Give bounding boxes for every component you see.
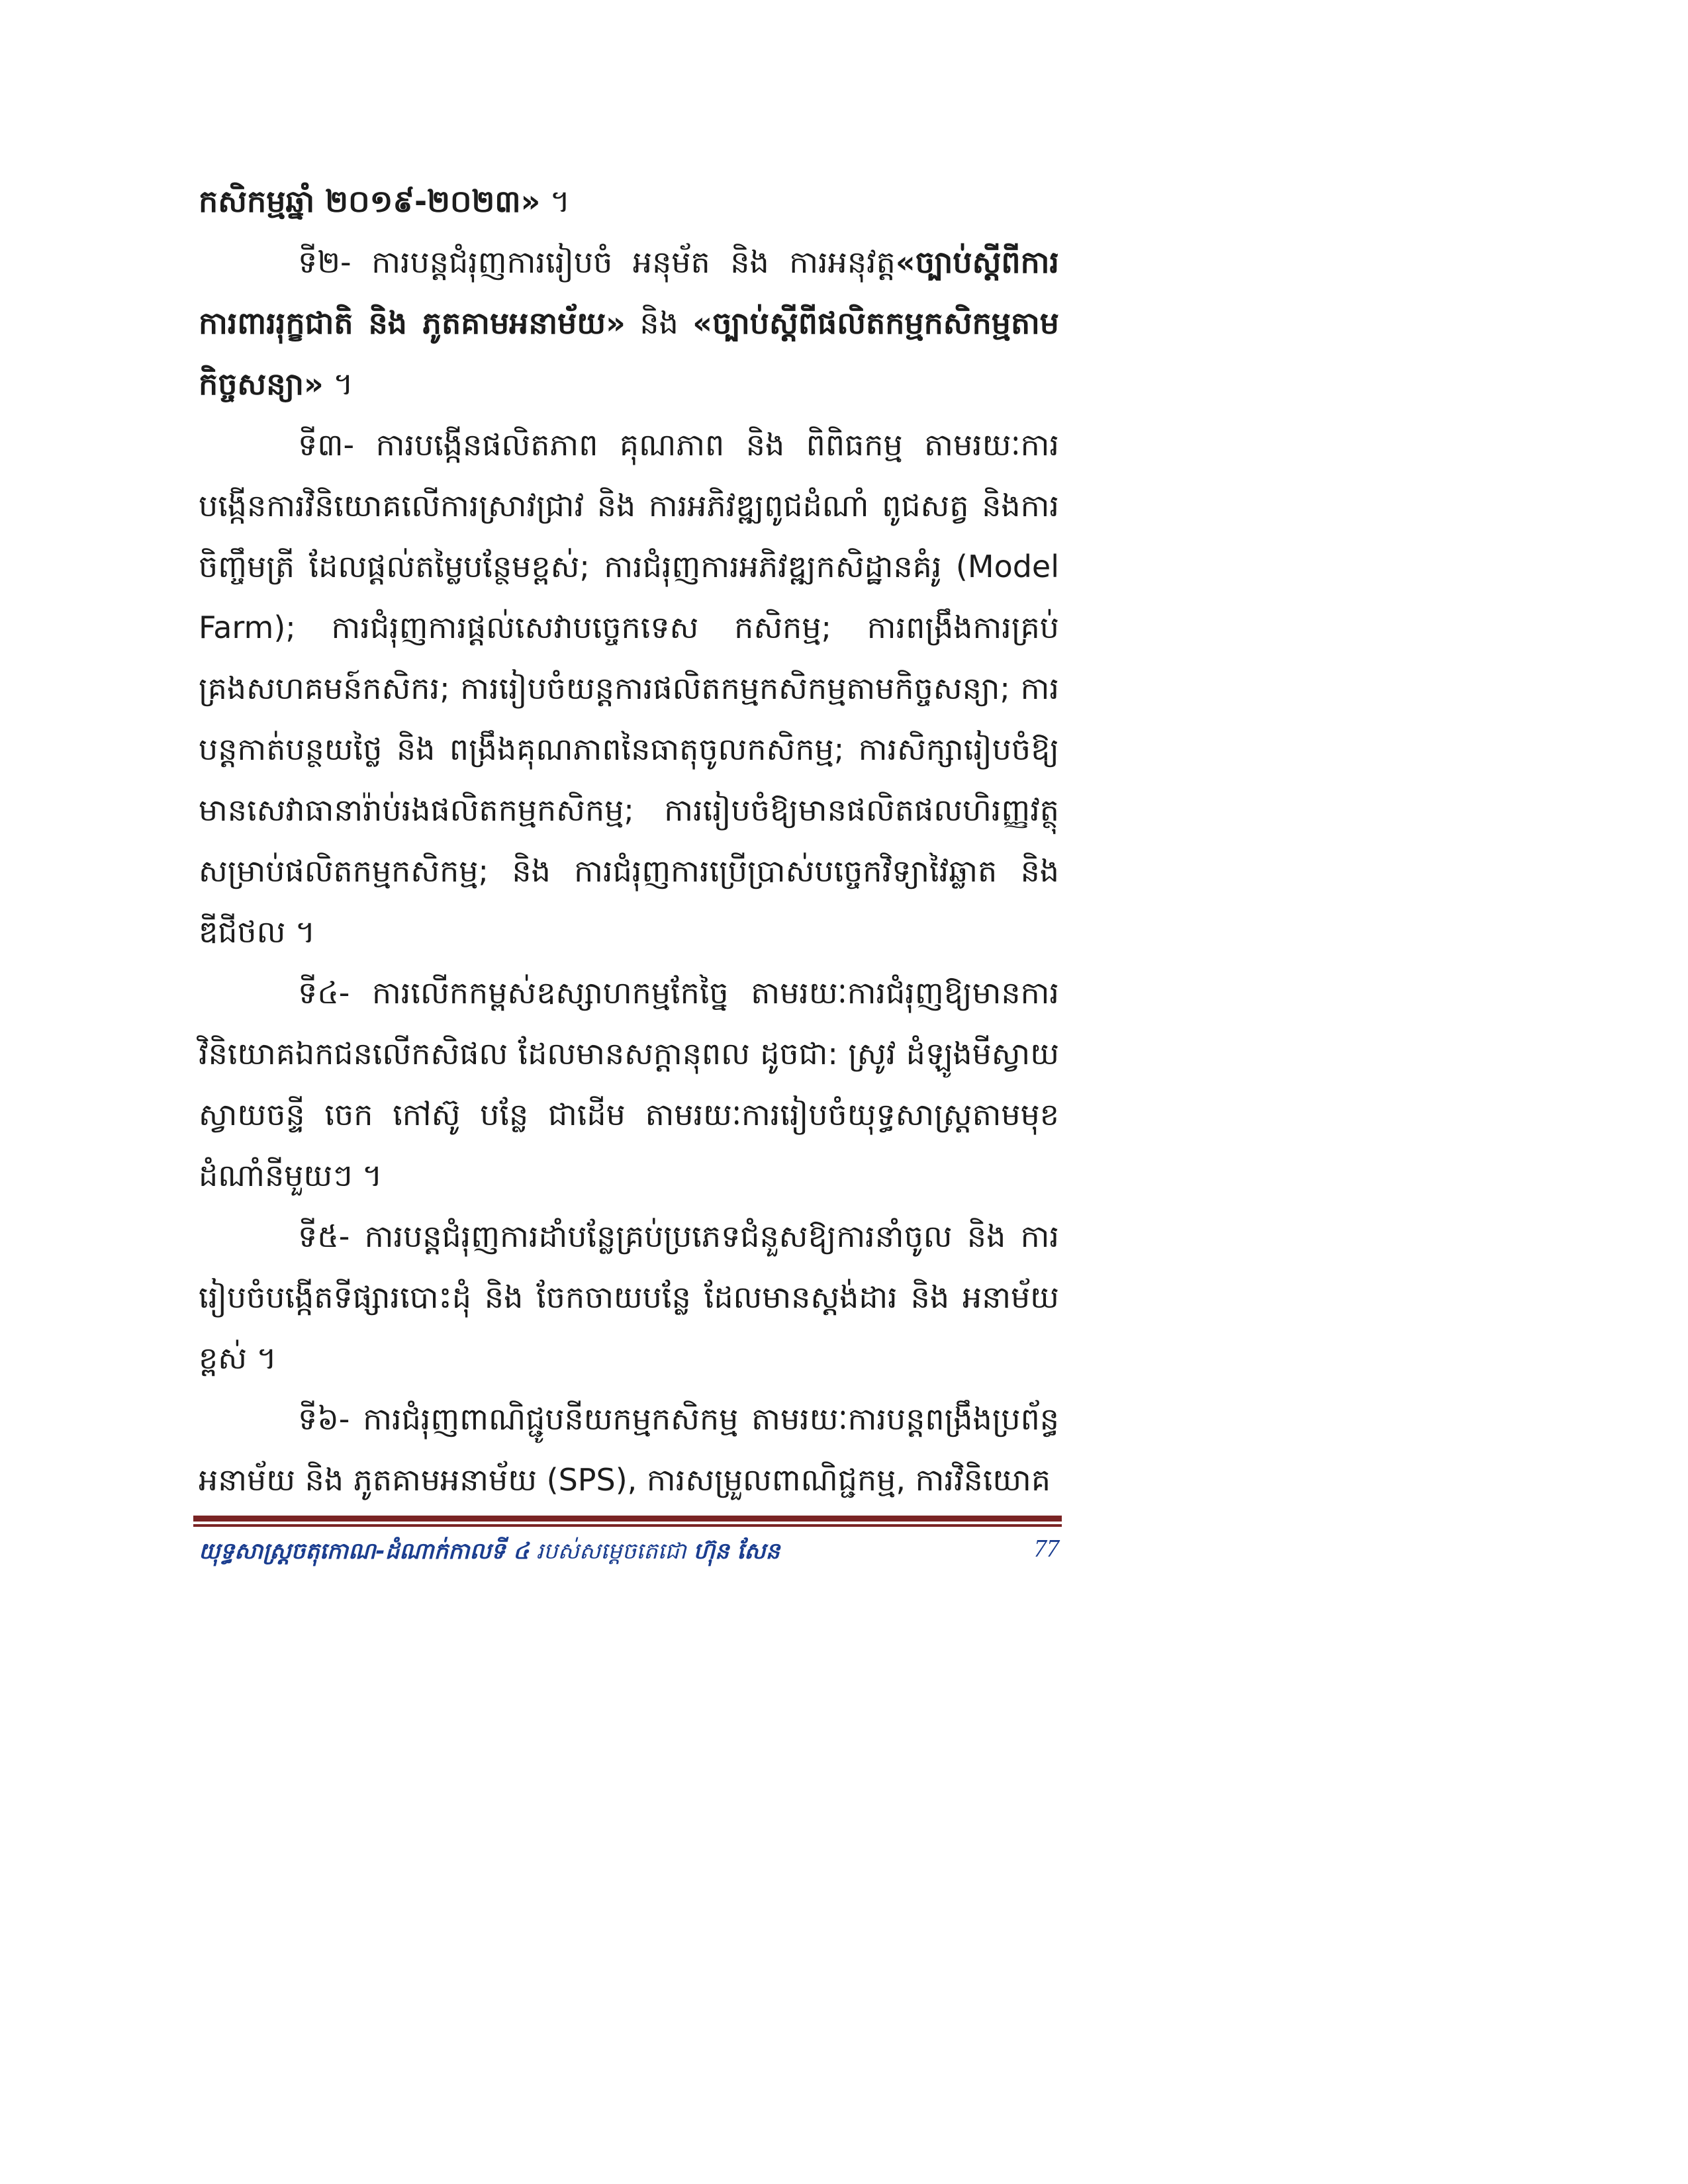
bold-heading-fragment: កសិកម្មឆ្នាំ ២០១៩-២០២៣» [199,183,541,219]
footer-title-bold: យុទ្ធសាស្ត្រចតុកោណ-ដំណាក់កាលទី ៤ [199,1538,530,1565]
footer-title-name: ហ៊ុន សែន [693,1538,780,1565]
item-2-tail: ។ [323,366,353,402]
paragraph-item-4: ទី៤- ការលើកកម្ពស់ឧស្សាហកម្មកែច្នៃ តាមរយៈការជំរុញឱ្យមានការវិនិយោគឯកជនលើកសិផល ដែលមានសក្តានុពល ដូចជា: ស្រូវ ដំឡូងមីស្វាយ ស្វាយចន្ទី ចេក កៅស៊ូ បន្លែ ជាដើម តាមរយៈការរៀបចំយុទ្ធសាស្ត្រតាមមុខដំណាំនីមួយៗ ។ [199,975,1059,1193]
paragraph-line-1 [199,171,1059,232]
footer-divider [193,1516,1062,1527]
page-number: 77 [1034,1535,1059,1563]
paragraph-item-6: ទី៦- ការជំរុញពាណិជ្ជូបនីយកម្មកសិកម្ម តាមរយៈការបន្តពង្រឹងប្រព័ន្ធអនាម័យ និង ភូតគាមអនាម័យ (SPS), ការសម្រួលពាណិជ្ជកម្ម, ការវិនិយោគ [199,1401,1059,1498]
item-2-law-2: «ច្បាប់ស្តីពីផលិតកម្មកសិកម្មតាមកិច្ចសន្យា» [199,305,1059,402]
item-2-law-1: «ច្បាប់ស្តីពីការការពាររុក្ខជាតិ និង ភូតគាមអនាម័យ» [199,244,1059,341]
paragraph-item-3: ទី៣- ការបង្កើនផលិតភាព គុណភាព និង ពិពិធកម្ម តាមរយៈការបង្កើនការវិនិយោគលើការស្រាវជ្រាវ និង ការអភិវឌ្ឍពូជដំណាំ ពូជសត្វ និងការចិញ្ចឹមត្រី ដែលផ្តល់តម្លៃបន្ថែមខ្ពស់; ការជំរុញការអភិវឌ្ឍកសិដ្ឋានគំរូ (Model Farm); ការជំរុញការផ្តល់សេវាបច្ចេកទេស កសិកម្ម; ការពង្រឹងការគ្រប់គ្រងសហគមន៍កសិករ; ការរៀបចំយន្តការផលិតកម្មកសិកម្មតាមកិច្ចសន្យា; ការបន្តកាត់បន្ថយថ្លៃ និង ពង្រឹងគុណភាពនៃធាតុចូលកសិកម្ម; ការសិក្សារៀបចំឱ្យមានសេវាធានារ៉ាប់រងផលិតកម្មកសិកម្ម; ការរៀបចំឱ្យមានផលិតផលហិរញ្ញវត្ថុ សម្រាប់ផលិតកម្មកសិកម្ម; និង ការជំរុញការប្រើប្រាស់បច្ចេកវិទ្យាវៃឆ្លាត និង ឌីជីថល ។ [199,427,1059,950]
item-2-mid: និង [625,305,693,341]
running-footer-title [199,1537,780,1570]
paragraph-item-5: ទី៥- ការបន្តជំរុញការដាំបន្លែគ្រប់ប្រភេទជំនួសឱ្យការនាំចូល និង ការរៀបចំបង្កើតទីផ្សារបោះដុំ និង ចែកចាយបន្លែ ដែលមានស្តង់ដារ និង អនាម័យខ្ពស់ ។ [199,1218,1059,1376]
footer-title-normal: របស់សម្តេចតេជោ [529,1538,694,1565]
item-2-lead: ទី២- ការបន្តជំរុញការរៀបចំ អនុម័ត និង ការអនុវត្ត [298,244,896,280]
line-1-tail: ។ [540,183,571,219]
paragraph-item-2 [199,232,1059,414]
page-body [199,171,1059,1510]
footer-divider-thick [193,1516,1062,1522]
footer-divider-thin [193,1524,1062,1527]
